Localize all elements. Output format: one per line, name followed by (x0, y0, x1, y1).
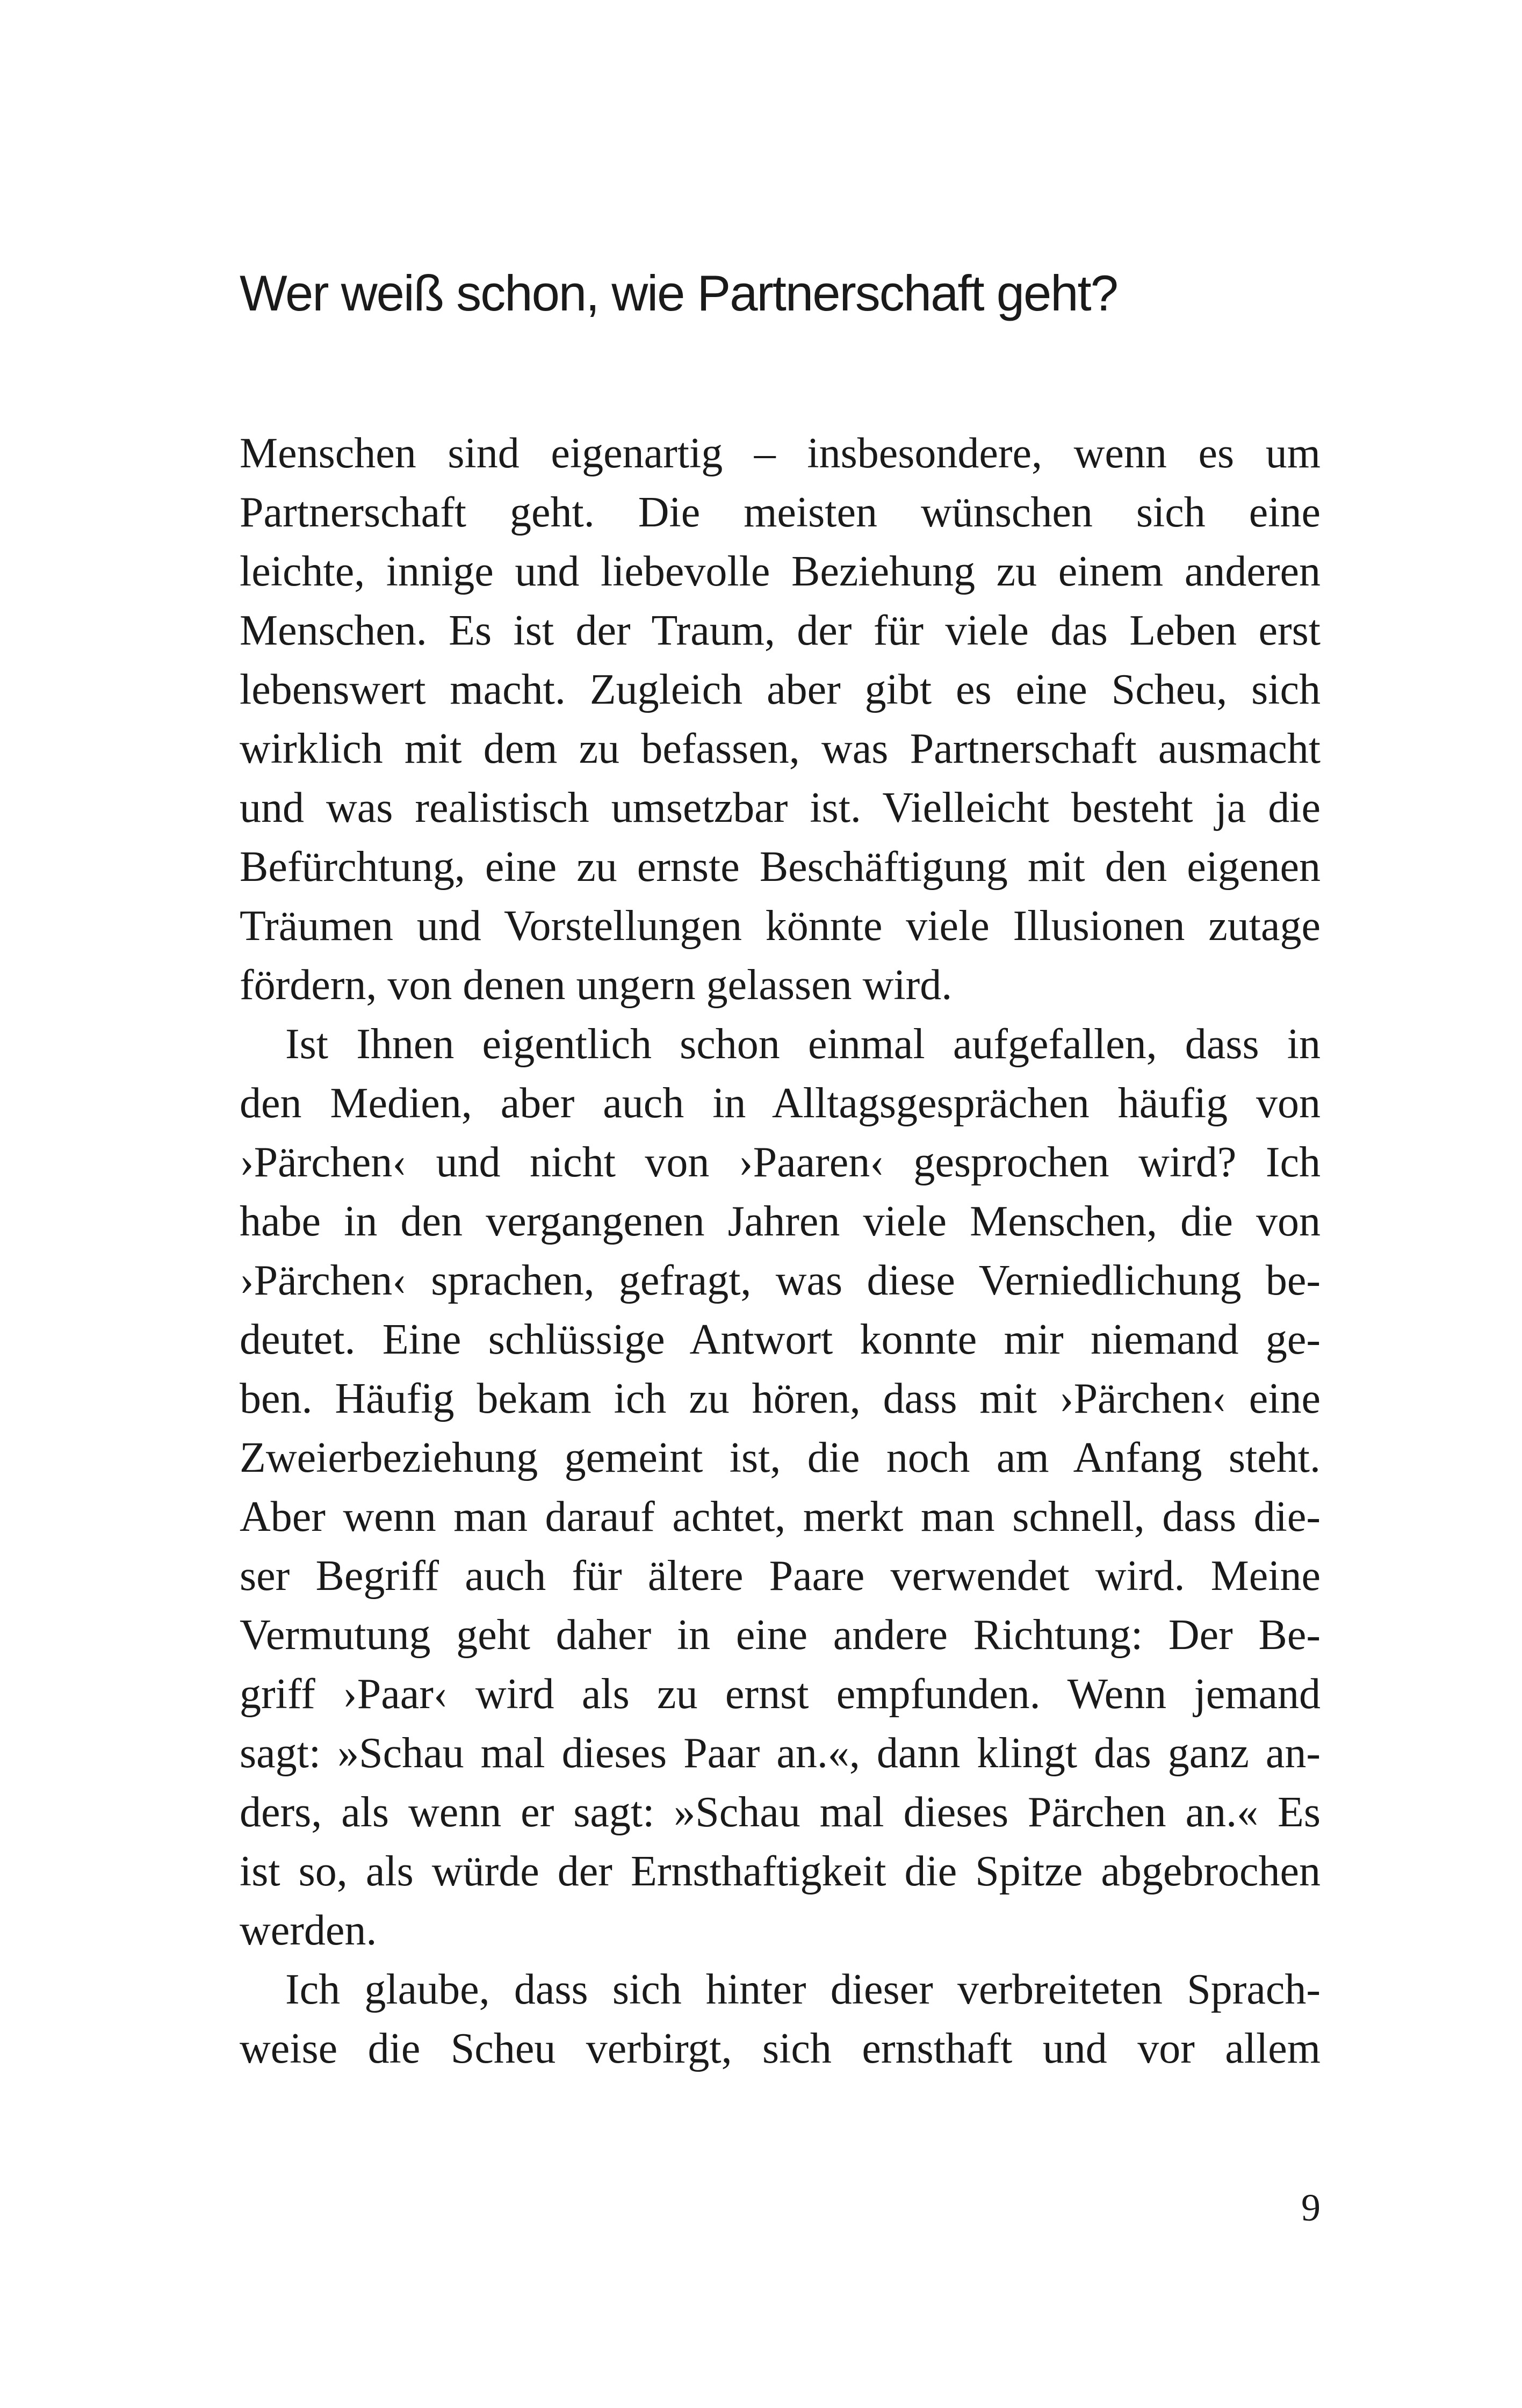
text-line: ›Pärchen‹ und nicht von ›Paaren‹ gesprochen wird? Ich (240, 1139, 1321, 1186)
text-line: ser Begriff auch für ältere Paare verwendet wird. Meine (240, 1552, 1321, 1600)
text-line: ders, als wenn er sagt: »Schau mal dieses Pärchen an.« Es (240, 1789, 1321, 1836)
text-line: und was realistisch umsetzbar ist. Vielleicht besteht ja die (240, 784, 1321, 831)
text-line: Menschen. Es ist der Traum, der für viele das Leben erst (240, 607, 1321, 654)
text-line: habe in den vergangenen Jahren viele Menschen, die von (240, 1198, 1321, 1245)
text-line: Träumen und Vorstellungen könnte viele Illusionen zutage (240, 902, 1321, 950)
text-line: fördern, von denen ungern gelassen wird. (240, 961, 953, 1009)
text-line: den Medien, aber auch in Alltagsgesprächen häufig von (240, 1080, 1321, 1127)
text-line: Menschen sind eigenartig – insbesondere, wenn es um (240, 430, 1321, 477)
text-line: ist so, als würde der Ernsthaftigkeit die Spitze abgebrochen (240, 1848, 1321, 1895)
text-line: leichte, innige und liebevolle Beziehung zu einem anderen (240, 548, 1321, 595)
text-line: deutet. Eine schlüssige Antwort konnte mir niemand ge- (240, 1316, 1321, 1363)
text-line: griff ›Paar‹ wird als zu ernst empfunden. Wenn jemand (240, 1671, 1321, 1718)
page-number: 9 (1301, 2186, 1321, 2229)
chapter-title: Wer weiß schon, wie Partnerschaft geht? (240, 265, 1117, 321)
text-line: Partnerschaft geht. Die meisten wünschen sich eine (240, 489, 1321, 536)
text-line: Ich glaube, dass sich hinter dieser verbreiteten Sprach- (285, 1966, 1321, 2013)
text-line: ben. Häufig bekam ich zu hören, dass mit ›Pärchen‹ eine (240, 1375, 1321, 1422)
text-line: Befürchtung, eine zu ernste Beschäftigung mit den eigenen (240, 843, 1321, 891)
text-line: wirklich mit dem zu befassen, was Partnerschaft ausmacht (240, 725, 1321, 772)
text-line: Vermutung geht daher in eine andere Richtung: Der Be- (240, 1611, 1321, 1659)
text-line: lebenswert macht. Zugleich aber gibt es eine Scheu, sich (240, 666, 1321, 713)
text-line: ›Pärchen‹ sprachen, gefragt, was diese Verniedlichung be- (240, 1257, 1321, 1304)
text-line: Ist Ihnen eigentlich schon einmal aufgefallen, dass in (285, 1021, 1321, 1068)
body-text (240, 424, 1321, 2078)
text-line: sagt: »Schau mal dieses Paar an.«, dann klingt das ganz an- (240, 1730, 1321, 1777)
text-line: Aber wenn man darauf achtet, merkt man schnell, dass die- (240, 1493, 1321, 1541)
text-line: weise die Scheu verbirgt, sich ernsthaft und vor allem (240, 2025, 1321, 2072)
text-line: Zweierbeziehung gemeint ist, die noch am Anfang steht. (240, 1434, 1321, 1481)
text-line: werden. (240, 1907, 377, 1954)
